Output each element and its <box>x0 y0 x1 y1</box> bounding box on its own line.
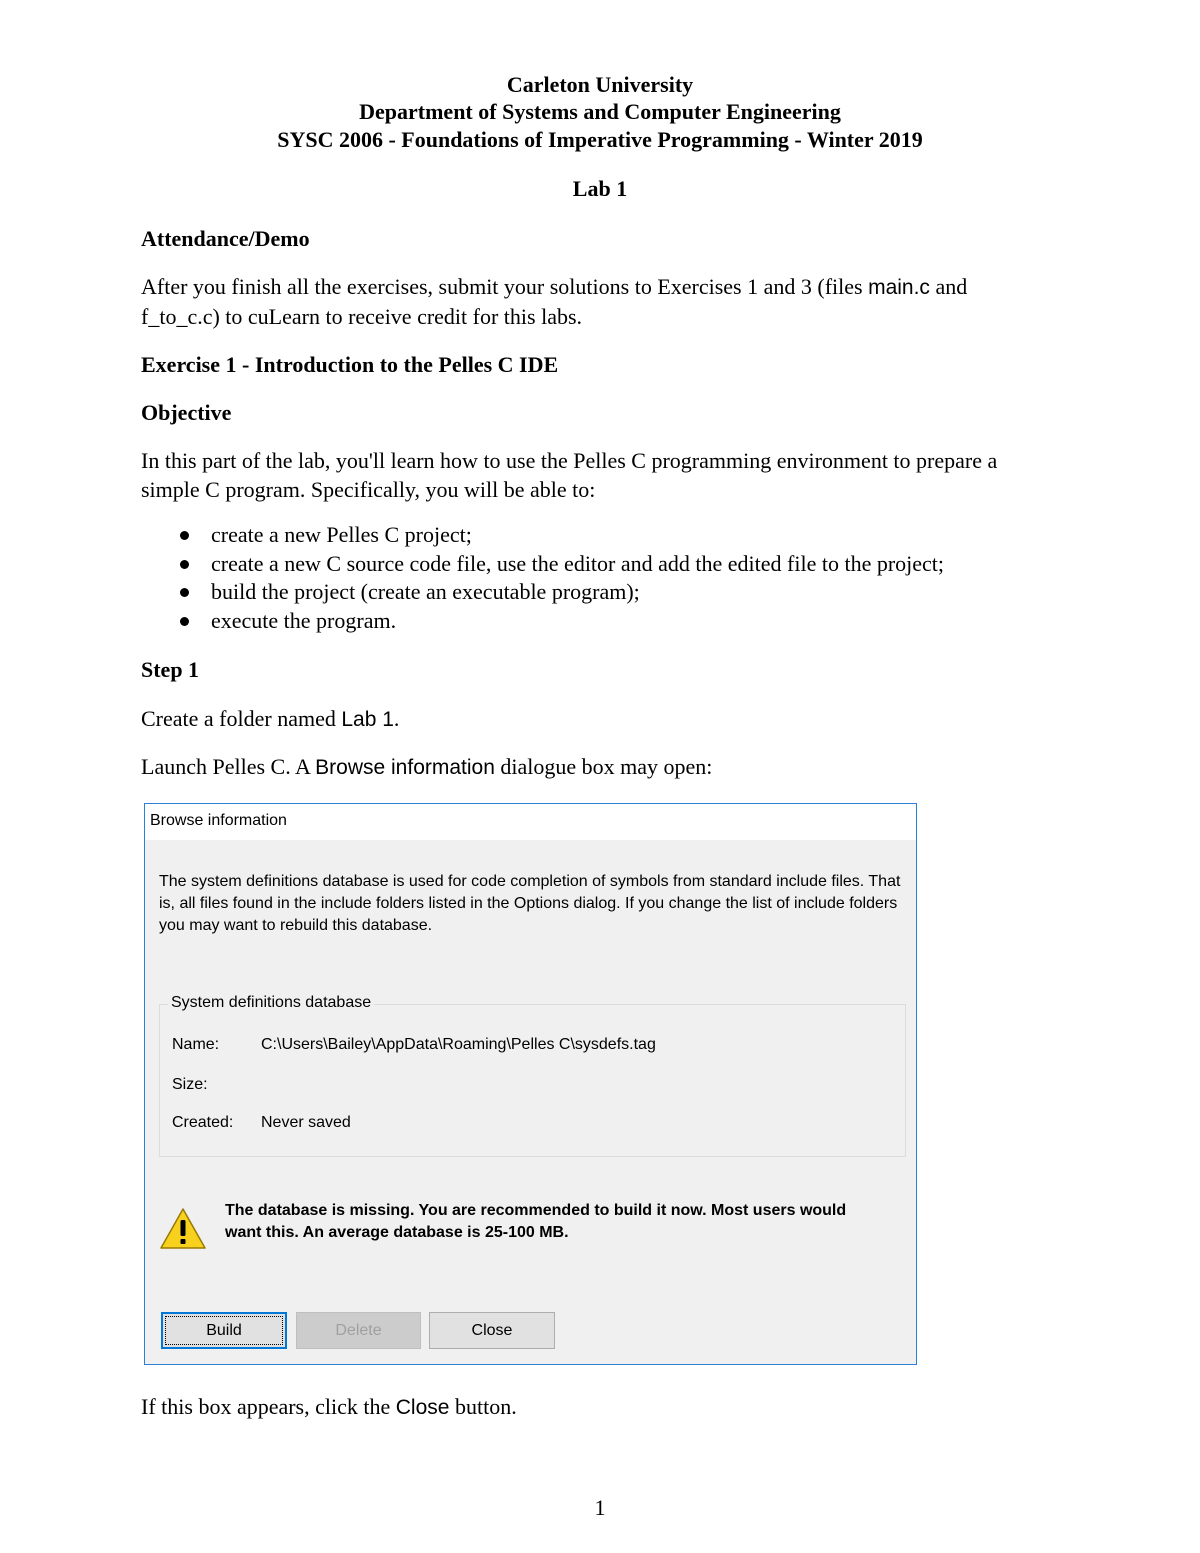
bullet-icon <box>180 617 189 626</box>
course-title: SYSC 2006 - Foundations of Imperative Programming - Winter 2019 <box>277 127 923 152</box>
build-button[interactable] <box>161 1312 287 1349</box>
close-button-label: Close <box>471 1322 513 1339</box>
bullet-text: create a new C source code file, use the editor and add the edited file to the project; <box>211 550 945 576</box>
dialog-title: Browse information <box>150 812 287 829</box>
university-title: Carleton University <box>506 72 694 97</box>
browse-information-dialog <box>144 803 917 1365</box>
objective-line-1: In this part of the lab, you'll learn how to use the Pelles C programming environment to prepare a <box>141 448 998 473</box>
close-instruction <box>141 1392 517 1422</box>
bullet-icon <box>180 560 189 569</box>
dialog-titlebar <box>145 804 916 840</box>
objective-bullet-list <box>141 521 944 635</box>
close-instruction-end: button. <box>449 1394 517 1419</box>
attendance-text-2: and <box>929 274 968 299</box>
bullet-text: create a new Pelles C project; <box>211 522 472 547</box>
build-button-label: Build <box>206 1322 242 1339</box>
bullet-icon <box>180 588 189 597</box>
step1-create-folder <box>141 704 399 734</box>
list-item <box>141 550 944 579</box>
created-value: Never saved <box>261 1114 351 1131</box>
lab-title: Lab 1 <box>572 176 628 201</box>
bullet-text: execute the program. <box>211 607 397 633</box>
size-label: Size: <box>172 1076 208 1093</box>
launch-text-end: dialogue box may open: <box>494 754 713 779</box>
delete-button-label: Delete <box>335 1322 382 1339</box>
step1-text-end: . <box>393 706 400 731</box>
list-item <box>141 578 944 607</box>
system-definitions-group <box>159 994 906 1157</box>
step1-launch <box>141 752 712 782</box>
launch-text: Launch Pelles C. A <box>141 754 316 779</box>
close-button[interactable] <box>429 1312 555 1349</box>
objective-line-2: simple C program. Specifically, you will be able to: <box>141 477 596 502</box>
warning-message: The database is missing. You are recommended to build it now. Most users would want this. An average database is 25-100 MB. <box>225 1202 847 1241</box>
page-number: 1 <box>594 1495 606 1520</box>
objective-heading: Objective <box>141 400 232 425</box>
objective-paragraph <box>141 446 1081 504</box>
attendance-file-main: main.c <box>868 276 930 299</box>
list-item <box>141 521 944 550</box>
group-title: System definitions database <box>168 994 374 1012</box>
step1-text: Create a folder named <box>141 706 342 731</box>
folder-name: Lab 1 <box>341 708 394 731</box>
dialog-description: The system definitions database is used for code completion of symbols from standard include files. That is, all files found in the include folders listed in the Options dialog. If you change the list of include folders you may want to rebuild this database. <box>159 873 901 934</box>
name-label: Name: <box>172 1036 220 1053</box>
close-button-ref: Close <box>395 1396 450 1419</box>
attendance-heading: Attendance/Demo <box>141 226 310 251</box>
focus-rectangle <box>165 1316 283 1345</box>
created-label: Created: <box>172 1114 234 1131</box>
close-instruction-text: If this box appears, click the <box>141 1394 396 1419</box>
name-value: C:\Users\Bailey\AppData\Roaming\Pelles C\sysdefs.tag <box>261 1036 656 1053</box>
department-title: Department of Systems and Computer Engineering <box>359 99 841 124</box>
attendance-text-1: After you finish all the exercises, submit your solutions to Exercises 1 and 3 (files <box>141 274 869 299</box>
list-item <box>141 607 944 636</box>
attendance-paragraph <box>141 272 1071 331</box>
delete-button[interactable] <box>296 1312 421 1349</box>
bullet-icon <box>180 531 189 540</box>
exercise1-heading: Exercise 1 - Introduction to the Pelles C IDE <box>141 352 559 377</box>
bullet-text: build the project (create an executable program); <box>211 579 640 604</box>
dialog-name: Browse information <box>315 756 495 779</box>
step1-heading: Step 1 <box>141 657 200 682</box>
warning-icon <box>159 1207 207 1251</box>
attendance-text-3: f_to_c.c) to cuLearn to receive credit for this labs. <box>141 304 583 329</box>
